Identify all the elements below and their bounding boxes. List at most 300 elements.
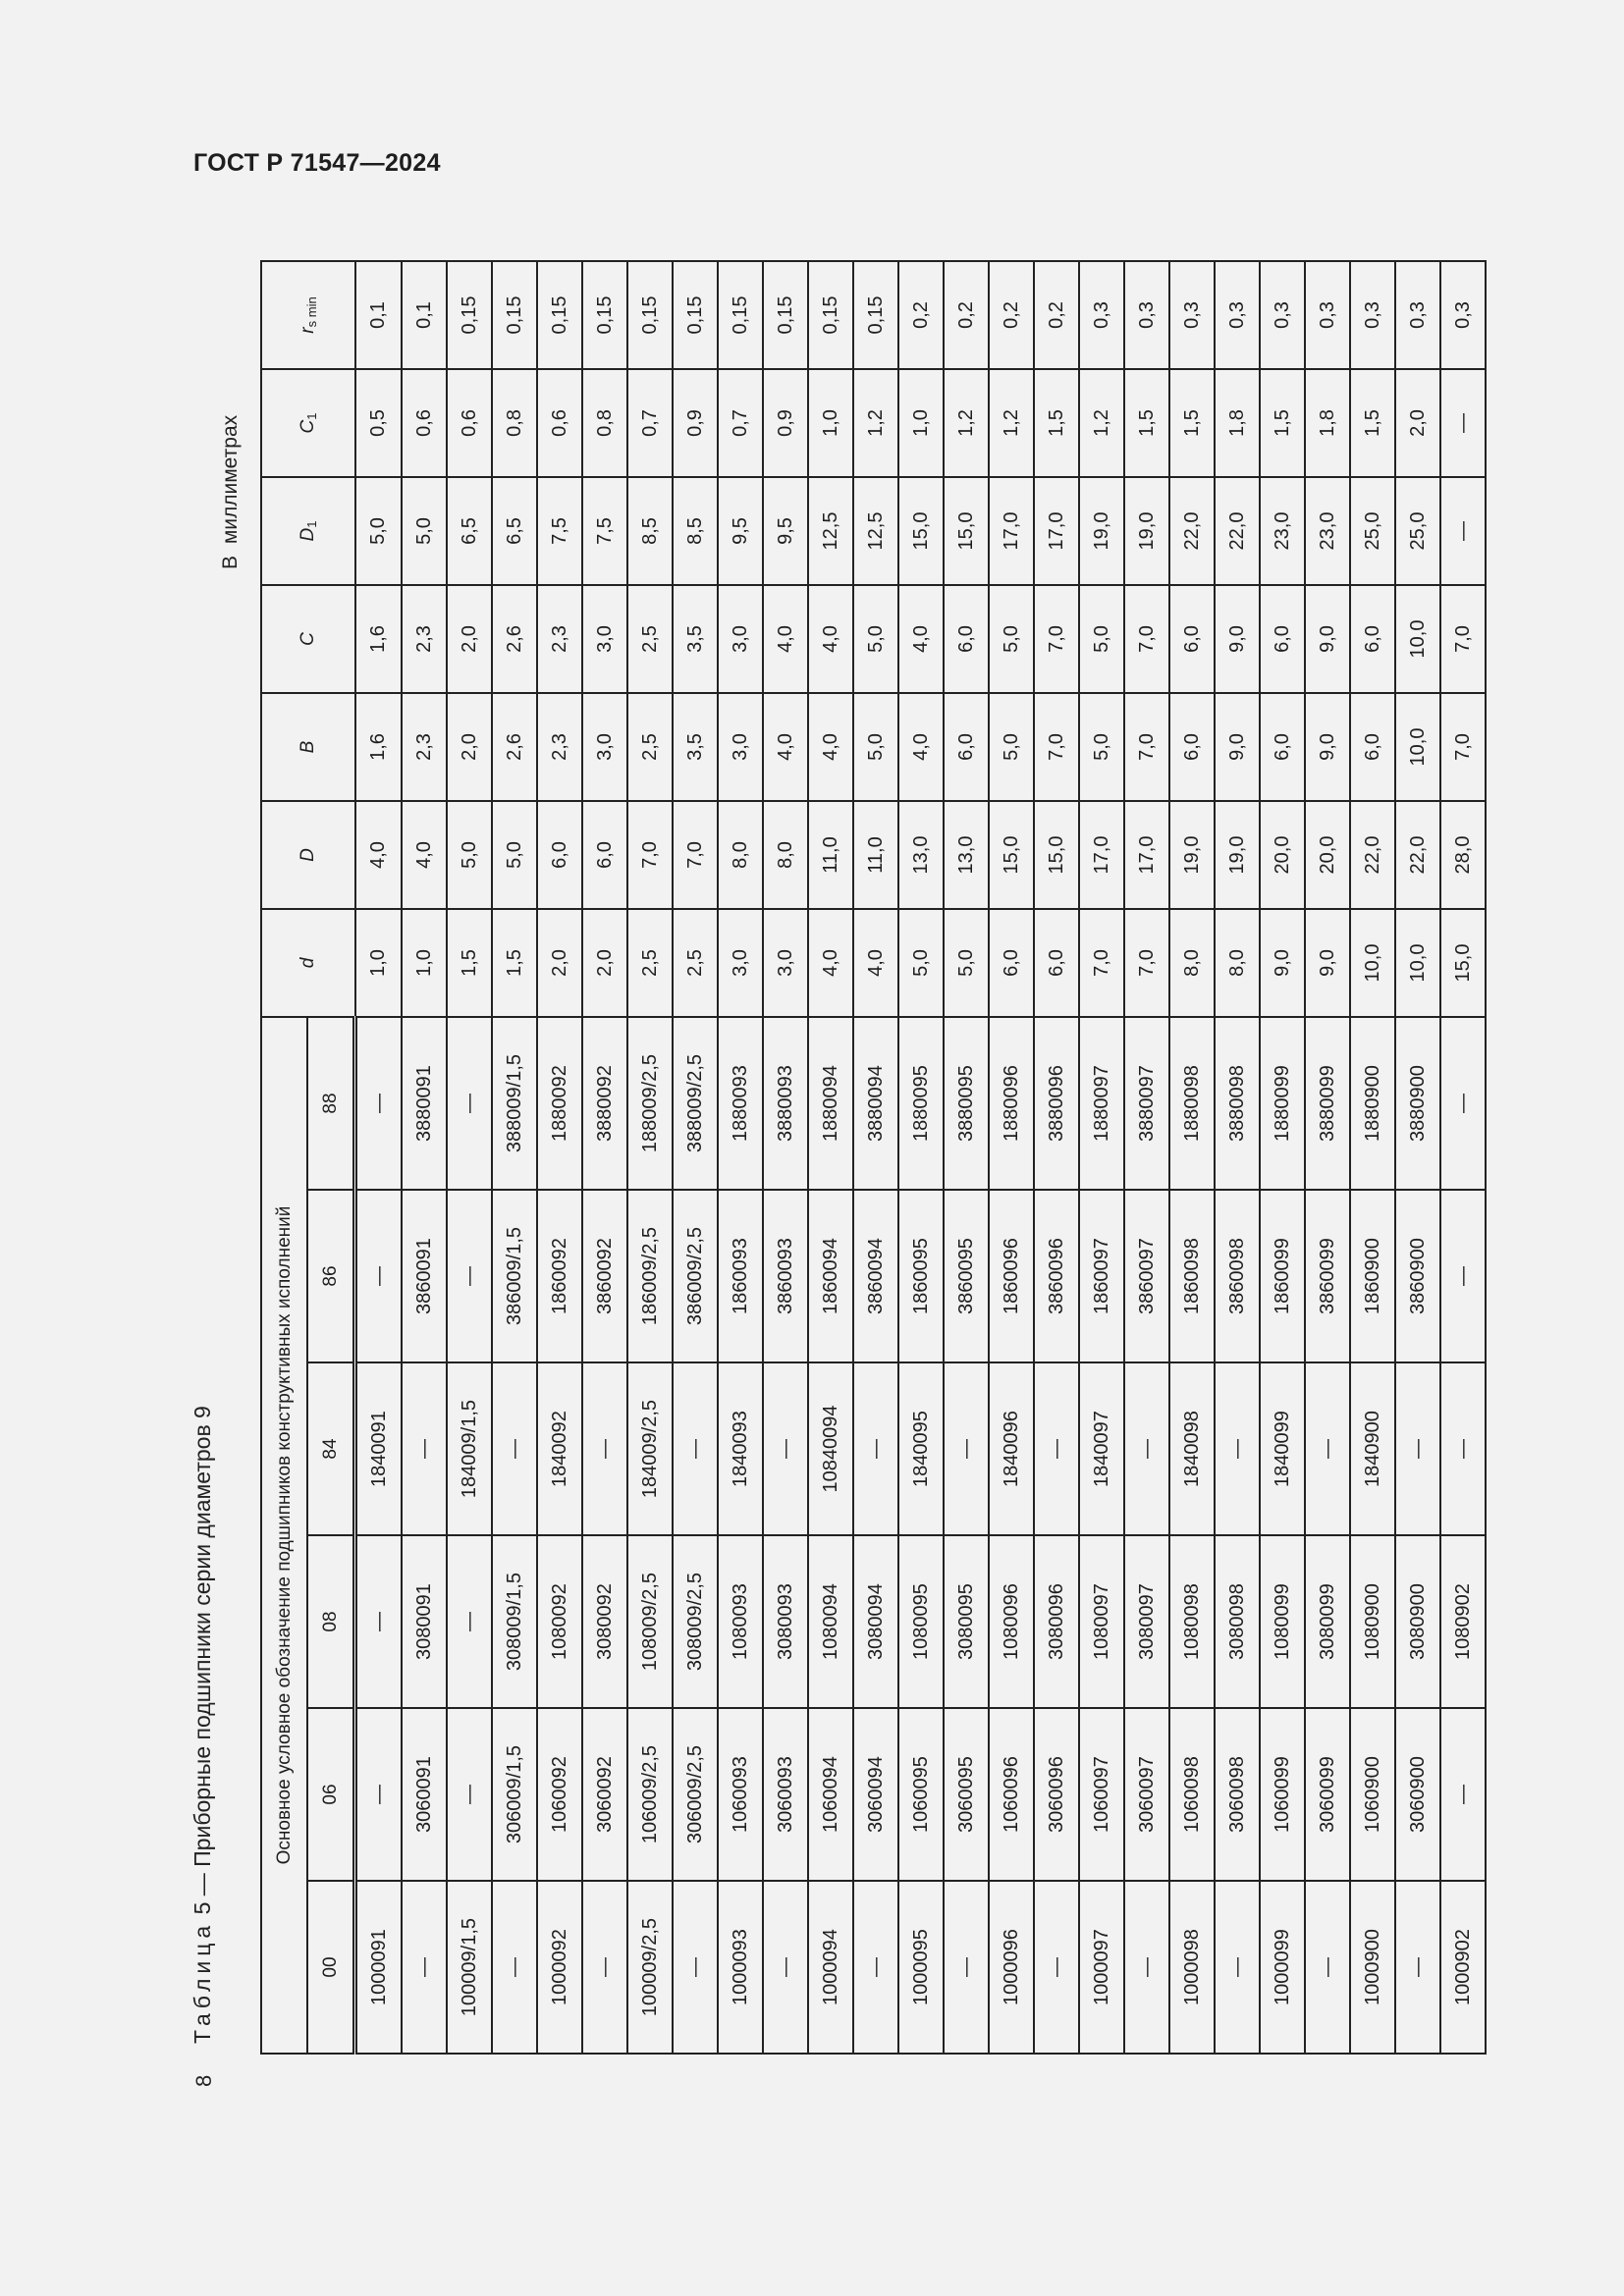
table-cell: 108009/2,5 (627, 1535, 673, 1708)
table-cell: 7,0 (1124, 693, 1169, 801)
table-cell: 5,0 (853, 693, 898, 801)
table-cell: 1000094 (808, 1881, 853, 2054)
table-cell: 2,0 (1395, 369, 1440, 477)
table-cell: 3,0 (718, 693, 763, 801)
table-cell: 388009/1,5 (492, 1017, 537, 1190)
table-cell: 3080091 (402, 1535, 447, 1708)
table-row (718, 261, 763, 2054)
table-cell: 100009/2,5 (627, 1881, 673, 2054)
table-cell: 3060094 (853, 1708, 898, 1881)
table-cell: — (1440, 1190, 1486, 1362)
table-cell: 0,9 (763, 369, 808, 477)
table-cell: 8,5 (673, 477, 718, 585)
table-cell: 3080099 (1305, 1535, 1350, 1708)
table-cell: 6,0 (537, 801, 582, 909)
table-cell: 1840096 (989, 1362, 1034, 1535)
table-cell: 3060095 (944, 1708, 989, 1881)
table-cell: 1,5 (1260, 369, 1305, 477)
table-cell: — (355, 1017, 403, 1190)
table-cell: — (1215, 1362, 1260, 1535)
table-cell: 184009/1,5 (447, 1362, 492, 1535)
table-cell: 4,0 (808, 693, 853, 801)
table-cell: 1,0 (898, 369, 944, 477)
table-row (537, 261, 582, 2054)
table-cell: 2,3 (537, 693, 582, 801)
table-cell: 6,5 (492, 477, 537, 585)
table-cell: 3080098 (1215, 1535, 1260, 1708)
table-cell: 1880096 (989, 1017, 1034, 1190)
table-row (1034, 261, 1079, 2054)
table-cell: 3880900 (1395, 1017, 1440, 1190)
table-cell: 0,8 (582, 369, 627, 477)
table-cell: 1060093 (718, 1708, 763, 1881)
col-header-06: 06 (307, 1708, 355, 1881)
table-cell: 2,5 (673, 909, 718, 1017)
table-cell: 3880093 (763, 1017, 808, 1190)
table-cell: 3,0 (718, 909, 763, 1017)
table-cell: 0,2 (898, 261, 944, 369)
table-cell: 6,0 (1350, 585, 1395, 693)
table-cell: 1080099 (1260, 1535, 1305, 1708)
table-cell: 1860094 (808, 1190, 853, 1362)
table-cell: 1000098 (1169, 1881, 1215, 2054)
table-cell: 3880097 (1124, 1017, 1169, 1190)
table-cell: — (673, 1362, 718, 1535)
table-cell: 1860097 (1079, 1190, 1124, 1362)
table-cell: 4,0 (355, 801, 403, 909)
table-cell: 9,5 (718, 477, 763, 585)
table-cell: 15,0 (989, 801, 1034, 909)
table-cell: 1840092 (537, 1362, 582, 1535)
table-cell: — (1440, 1708, 1486, 1881)
table-cell: 2,5 (627, 585, 673, 693)
table-cell: 106009/2,5 (627, 1708, 673, 1881)
table-cell: 20,0 (1260, 801, 1305, 909)
table-cell: 1080094 (808, 1535, 853, 1708)
table-cell: — (582, 1362, 627, 1535)
table-cell: 5,0 (853, 585, 898, 693)
table-cell: 9,0 (1305, 693, 1350, 801)
table-cell: 1,8 (1215, 369, 1260, 477)
table-cell: 0,3 (1440, 261, 1486, 369)
table-cell: 1840097 (1079, 1362, 1124, 1535)
col-header-d: d (261, 909, 355, 1017)
table-cell: 11,0 (808, 801, 853, 909)
table-cell: 1,5 (492, 909, 537, 1017)
table-row (989, 261, 1034, 2054)
table-cell: 7,5 (582, 477, 627, 585)
table-cell: 8,0 (718, 801, 763, 909)
table-cell: 1880098 (1169, 1017, 1215, 1190)
table-cell: 2,3 (402, 585, 447, 693)
table-cell: 1880093 (718, 1017, 763, 1190)
table-cell: 5,0 (447, 801, 492, 909)
table-cell: 3060093 (763, 1708, 808, 1881)
table-cell: 1,8 (1305, 369, 1350, 477)
table-cell: 0,15 (447, 261, 492, 369)
table-cell: 8,0 (1169, 909, 1215, 1017)
table-cell: 1000091 (355, 1881, 403, 2054)
table-cell: 1840091 (355, 1362, 403, 1535)
table-cell: 0,6 (537, 369, 582, 477)
table-cell: 3060097 (1124, 1708, 1169, 1881)
table-cell: 17,0 (989, 477, 1034, 585)
table-cell: 13,0 (944, 801, 989, 909)
table-cell: 1,2 (989, 369, 1034, 477)
table-cell: 1880900 (1350, 1017, 1395, 1190)
table-cell: 3860096 (1034, 1190, 1079, 1362)
table-cell: 10,0 (1395, 585, 1440, 693)
table-cell: — (1395, 1362, 1440, 1535)
table-cell: 186009/2,5 (627, 1190, 673, 1362)
table-cell: — (1305, 1362, 1350, 1535)
table-cell: 17,0 (1034, 477, 1079, 585)
table-cell: 0,1 (355, 261, 403, 369)
table-cell: 3860095 (944, 1190, 989, 1362)
table-cell: — (402, 1362, 447, 1535)
table-cell: — (355, 1708, 403, 1881)
table-cell: 1,2 (1079, 369, 1124, 477)
table-cell: 3880094 (853, 1017, 898, 1190)
table-row (402, 261, 447, 2054)
table-cell: 3080095 (944, 1535, 989, 1708)
table-row (1215, 261, 1260, 2054)
table-cell: 22,0 (1395, 801, 1440, 909)
table-cell: 9,0 (1305, 585, 1350, 693)
table-cell: — (944, 1881, 989, 2054)
table-cell: — (582, 1881, 627, 2054)
table-cell: 1840099 (1260, 1362, 1305, 1535)
table-cell: 4,0 (763, 693, 808, 801)
table-cell: — (1034, 1881, 1079, 2054)
table-caption (189, 1406, 216, 2044)
table-body (355, 261, 1487, 2054)
rotated-table-block (182, 236, 1556, 2101)
table-cell: 1080093 (718, 1535, 763, 1708)
table-cell: 1060099 (1260, 1708, 1305, 1881)
table-cell: 1080902 (1440, 1535, 1486, 1708)
table-cell: 0,2 (944, 261, 989, 369)
table-cell: 0,15 (718, 261, 763, 369)
table-cell: — (944, 1362, 989, 1535)
page-number: 8 (191, 2074, 216, 2087)
table-cell: — (673, 1881, 718, 2054)
table-cell: 1,5 (1350, 369, 1395, 477)
table-row (898, 261, 944, 2054)
table-cell: — (447, 1017, 492, 1190)
table-cell: 1060098 (1169, 1708, 1215, 1881)
table-cell: 0,15 (808, 261, 853, 369)
table-cell: 7,0 (1034, 693, 1079, 801)
table-caption-prefix: Таблица (189, 1920, 215, 2044)
table-cell: 0,15 (673, 261, 718, 369)
table-cell: 7,0 (1124, 585, 1169, 693)
table-cell: 2,6 (492, 693, 537, 801)
table-cell: 1060092 (537, 1708, 582, 1881)
table-cell: 17,0 (1124, 801, 1169, 909)
table-cell: 6,0 (989, 909, 1034, 1017)
table-row (673, 261, 718, 2054)
table-cell: 3060099 (1305, 1708, 1350, 1881)
col-header-86: 86 (307, 1190, 355, 1362)
table-cell: 6,5 (447, 477, 492, 585)
table-cell: 1000902 (1440, 1881, 1486, 2054)
col-header-B: B (261, 693, 355, 801)
table-caption-title: — Приборные подшипники серии диаметров 9 (189, 1406, 215, 1896)
table-cell: 1080098 (1169, 1535, 1215, 1708)
table-cell: 6,0 (1034, 909, 1079, 1017)
table-cell: 1880092 (537, 1017, 582, 1190)
table-cell: 3060092 (582, 1708, 627, 1881)
table-cell: 1,5 (1169, 369, 1215, 477)
table-cell: — (447, 1708, 492, 1881)
table-cell: 19,0 (1124, 477, 1169, 585)
table-cell: 3880099 (1305, 1017, 1350, 1190)
table-cell: 3,0 (718, 585, 763, 693)
table-cell: 5,0 (1079, 585, 1124, 693)
table-cell: 15,0 (898, 477, 944, 585)
table-row (1169, 261, 1215, 2054)
table-cell: 25,0 (1350, 477, 1395, 585)
table-cell: 3,0 (582, 693, 627, 801)
table-cell: 1080096 (989, 1535, 1034, 1708)
table-row (1124, 261, 1169, 2054)
table-cell: 1060096 (989, 1708, 1034, 1881)
table-cell: 5,0 (1079, 693, 1124, 801)
table-cell: 5,0 (402, 477, 447, 585)
table-cell: 0,6 (447, 369, 492, 477)
table-row (492, 261, 537, 2054)
table-cell: 9,5 (763, 477, 808, 585)
table-cell: 7,0 (1440, 585, 1486, 693)
table-cell: 8,5 (627, 477, 673, 585)
table-cell: 1000092 (537, 1881, 582, 2054)
table-cell: 9,0 (1215, 585, 1260, 693)
table-cell: 1860098 (1169, 1190, 1215, 1362)
table-cell: 306009/1,5 (492, 1708, 537, 1881)
table-cell: 1840900 (1350, 1362, 1395, 1535)
table-cell: 3860091 (402, 1190, 447, 1362)
table-cell: 100009/1,5 (447, 1881, 492, 2054)
table-cell: 1860092 (537, 1190, 582, 1362)
table-cell: 1060094 (808, 1708, 853, 1881)
table-caption-number: 5 (189, 1901, 215, 1915)
col-header-08: 08 (307, 1535, 355, 1708)
table-cell: 6,0 (582, 801, 627, 909)
table-cell: 0,2 (989, 261, 1034, 369)
table-cell: 7,0 (1440, 693, 1486, 801)
col-header-C: C (261, 585, 355, 693)
table-cell: 0,15 (627, 261, 673, 369)
table-cell: 5,0 (355, 477, 403, 585)
table-cell: 1,0 (355, 909, 403, 1017)
table-cell: 1880094 (808, 1017, 853, 1190)
table-row (1440, 261, 1486, 2054)
table-cell: 1080097 (1079, 1535, 1124, 1708)
table-cell: 308009/1,5 (492, 1535, 537, 1708)
table-cell: 1860093 (718, 1190, 763, 1362)
table-cell: 7,0 (673, 801, 718, 909)
table-row (582, 261, 627, 2054)
table-cell: 0,15 (537, 261, 582, 369)
table-cell: 0,2 (1034, 261, 1079, 369)
table-cell: — (447, 1535, 492, 1708)
table-cell: 7,0 (627, 801, 673, 909)
table-cell: 1840095 (898, 1362, 944, 1535)
table-cell: 6,0 (1169, 585, 1215, 693)
table-cell: 2,0 (582, 909, 627, 1017)
table-cell: 1060095 (898, 1708, 944, 1881)
table-cell: 1860096 (989, 1190, 1034, 1362)
table-cell: 10,0 (1395, 909, 1440, 1017)
table-cell: 0,15 (763, 261, 808, 369)
table-cell: 1000097 (1079, 1881, 1124, 2054)
table-cell: 386009/1,5 (492, 1190, 537, 1362)
table-cell: 0,7 (718, 369, 763, 477)
table-cell: 3060900 (1395, 1708, 1440, 1881)
table-cell: 13,0 (898, 801, 944, 909)
table-cell: 8,0 (763, 801, 808, 909)
table-cell: 1,5 (1034, 369, 1079, 477)
table-cell: 1,6 (355, 693, 403, 801)
table-cell: 3,0 (763, 909, 808, 1017)
col-header-D1: $D_1$ (261, 477, 355, 585)
table-cell: 15,0 (1440, 909, 1486, 1017)
table-cell: 1000093 (718, 1881, 763, 2054)
col-header-C1: $C_1$ (261, 369, 355, 477)
table-cell: — (1124, 1881, 1169, 2054)
table-cell: 184009/2,5 (627, 1362, 673, 1535)
table-cell: 3,0 (582, 585, 627, 693)
table-cell: 0,7 (627, 369, 673, 477)
document-header: ГОСТ Р 71547—2024 (193, 149, 441, 177)
table-cell: 6,0 (944, 585, 989, 693)
table-cell: 3860094 (853, 1190, 898, 1362)
table-cell: — (355, 1190, 403, 1362)
col-header-rs-min: $r_{s min}$ (261, 261, 355, 369)
table-row (853, 261, 898, 2054)
col-header-00: 00 (307, 1881, 355, 2054)
table-cell: 1000095 (898, 1881, 944, 2054)
table-cell: — (1440, 477, 1486, 585)
table-cell: 3080092 (582, 1535, 627, 1708)
table-cell: 5,0 (989, 693, 1034, 801)
table-head (261, 261, 355, 2054)
table-cell: 4,0 (853, 909, 898, 1017)
table-cell: 10840094 (808, 1362, 853, 1535)
table-cell: 1,5 (1124, 369, 1169, 477)
table-cell: 5,0 (944, 909, 989, 1017)
table-cell: 15,0 (1034, 801, 1079, 909)
table-cell: 0,3 (1395, 261, 1440, 369)
table-cell: 0,9 (673, 369, 718, 477)
table-row (1305, 261, 1350, 2054)
table-row (447, 261, 492, 2054)
table-cell: 2,5 (627, 693, 673, 801)
table-cell: 3060091 (402, 1708, 447, 1881)
table-cell: 4,0 (898, 693, 944, 801)
table-cell: 12,5 (853, 477, 898, 585)
group-header: Основное условное обозначение подшипников конструктивных исполнений (261, 1017, 307, 2054)
table-cell: 0,1 (402, 261, 447, 369)
table-cell: — (1440, 1017, 1486, 1190)
table-cell: 3860093 (763, 1190, 808, 1362)
table-cell: 5,0 (898, 909, 944, 1017)
table-cell: 20,0 (1305, 801, 1350, 909)
table-cell: — (1034, 1362, 1079, 1535)
table-cell: 0,8 (492, 369, 537, 477)
table-cell: 1840098 (1169, 1362, 1215, 1535)
table-cell: 1000900 (1350, 1881, 1395, 2054)
table-cell: 3,5 (673, 693, 718, 801)
table-cell: 19,0 (1079, 477, 1124, 585)
table-cell: 3,5 (673, 585, 718, 693)
table-cell: 6,0 (1260, 585, 1305, 693)
table-cell: 1860095 (898, 1190, 944, 1362)
table-cell: 7,0 (1124, 909, 1169, 1017)
table-cell: 388009/2,5 (673, 1017, 718, 1190)
table-cell: 0,3 (1260, 261, 1305, 369)
table-cell: 0,3 (1079, 261, 1124, 369)
table-cell: 1000096 (989, 1881, 1034, 2054)
col-header-88: 88 (307, 1017, 355, 1190)
table-cell: 0,15 (492, 261, 537, 369)
table-cell: 12,5 (808, 477, 853, 585)
table-cell: 3080900 (1395, 1535, 1440, 1708)
table-cell: — (763, 1881, 808, 2054)
table-cell: 1,0 (402, 909, 447, 1017)
table-row (1079, 261, 1124, 2054)
table-cell: 23,0 (1260, 477, 1305, 585)
table-cell: 23,0 (1305, 477, 1350, 585)
table-cell: 1,6 (355, 585, 403, 693)
table-cell: 9,0 (1305, 909, 1350, 1017)
table-cell: 3880092 (582, 1017, 627, 1190)
table-cell: 25,0 (1395, 477, 1440, 585)
table-cell: 2,3 (537, 585, 582, 693)
table-row (1350, 261, 1395, 2054)
table-cell: 1840093 (718, 1362, 763, 1535)
units-label: В миллиметрах (219, 414, 242, 569)
table-cell: 1060097 (1079, 1708, 1124, 1881)
table-row (627, 261, 673, 2054)
col-header-D: D (261, 801, 355, 909)
table-cell: 19,0 (1169, 801, 1215, 909)
table-cell: — (1395, 1881, 1440, 2054)
table-cell: — (1440, 1362, 1486, 1535)
table-cell: 22,0 (1350, 801, 1395, 909)
table-cell: 0,15 (582, 261, 627, 369)
table-cell: 9,0 (1215, 693, 1260, 801)
table-cell: — (1305, 1881, 1350, 2054)
table-cell: 7,5 (537, 477, 582, 585)
table-cell: 0,15 (853, 261, 898, 369)
table-cell: 1080900 (1350, 1535, 1395, 1708)
table-cell: 7,0 (1034, 585, 1079, 693)
table-cell: 1000099 (1260, 1881, 1305, 2054)
table-cell: 5,0 (989, 585, 1034, 693)
table-cell: 0,3 (1305, 261, 1350, 369)
table-cell: 0,3 (1215, 261, 1260, 369)
table-cell: 1880097 (1079, 1017, 1124, 1190)
table-cell: 22,0 (1169, 477, 1215, 585)
table-row (763, 261, 808, 2054)
table-cell: 2,0 (447, 585, 492, 693)
table-cell: 0,6 (402, 369, 447, 477)
table-cell: 4,0 (763, 585, 808, 693)
table-cell: 0,3 (1169, 261, 1215, 369)
table-cell: — (492, 1881, 537, 2054)
